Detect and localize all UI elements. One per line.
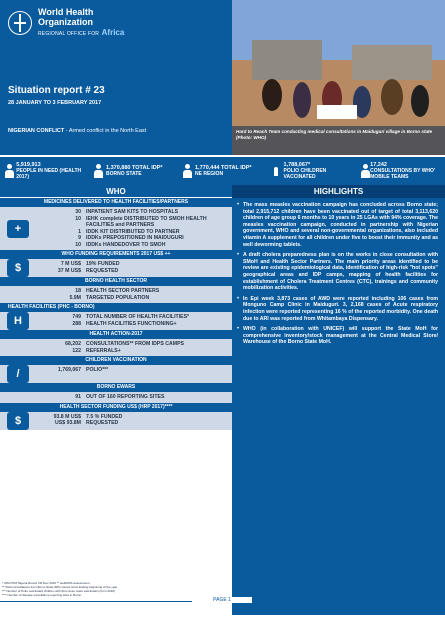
- list-item: 93.8 M US$ 7.5 % FUNDED: [53, 413, 123, 420]
- report-header: [0, 0, 445, 155]
- borno-sector-block: [0, 286, 232, 303]
- who-logo: [8, 8, 124, 38]
- stat-label: PEOPLE IN NEED (HEALTH 2017): [16, 168, 82, 181]
- who-heading: WHO: [0, 185, 232, 198]
- highlights-heading: HIGHLIGHTS: [232, 185, 445, 198]
- bullet-icon: •: [237, 326, 240, 333]
- person-icon: [182, 164, 192, 178]
- highlights-column: [232, 185, 445, 615]
- list-item: 122 REFERRALS+: [72, 347, 121, 354]
- stat-people-in-need: [0, 157, 89, 185]
- org-name-line-1: World Health: [38, 7, 94, 17]
- org-name-line-2: Organization: [38, 17, 94, 27]
- ewars-block: [0, 392, 232, 403]
- hospital-icon: H: [7, 312, 29, 330]
- highlight-item: • A draft cholera preparedness plan is on the works in close consultation with SMoH and Health Sector Partners. The main priority areas identified to be review are existing epidemiological data, identification of high-risk "hot spots" geographical areas and IDP camps, mapping of health facilities for establishment of Cholera Treatment Centres (CTC), trainings and community mobilization activities.: [237, 252, 438, 292]
- report-title: Situation report # 23: [8, 85, 105, 96]
- org-region-small: REGIONAL OFFICE FOR: [38, 31, 100, 37]
- stat-polio: [267, 157, 356, 185]
- footnote: *** Number of Polio vaccinated children with Zero dose mass vaccination (from 2016): [2, 589, 116, 593]
- report-dates: 28 JANUARY TO 3 FEBRUARY 2017: [8, 100, 102, 106]
- footnote: * IOM DTM Nigeria Round XIII Dec 2016 ** HeRAMS Assessment: [2, 581, 90, 585]
- list-item: 68,202 CONSULTATIONS** FROM IDPS CAMPS: [65, 341, 184, 347]
- list-item: 5.9M TARGETED POPULATION: [69, 294, 150, 301]
- funding-block: [0, 259, 232, 277]
- money-bag-icon: $: [7, 259, 29, 277]
- person-icon: [93, 164, 103, 178]
- syringe-icon: /: [7, 365, 29, 383]
- org-region: Africa: [101, 28, 125, 37]
- stats-bar: [0, 155, 445, 185]
- list-item: 288 HEALTH FACILITIES FUNCTIONING+: [72, 320, 177, 327]
- page-footer: [0, 597, 445, 633]
- facilities-heading: HEALTH FACILITIES (PHC - BORNO): [0, 303, 232, 312]
- stat-consultations: [356, 157, 445, 185]
- stat-value: 1,788,067*: [283, 161, 311, 168]
- vaccination-block: [0, 365, 232, 383]
- highlight-item: • In Epi week 3,873 cases of AWD were reported including 106 cases from Monguno Camp Clinic in Maiduguri. 3, 2,168 cases of Acute respiratory infection were reported representing 16 % of the reported morbidity. One death due to ARI was reported from Whitambaya Dispensary.: [237, 295, 438, 322]
- highlight-item: • The mass measles vaccination campaign has concluded across Borno state; total 2,915,712 children have been vaccinated out of target of total 3,113,620 children of age group 6 months to 10 years in 25 LGAs with 94% coverage. The measles vaccination campaign, conducted in partnership with Nigerian government, WHO and several non-governmental organizations, also included vitamin A supplement for all children under five to boost their immunity and as well deworming tablets.: [237, 202, 438, 248]
- bullet-icon: •: [237, 295, 240, 302]
- person-icon: [4, 164, 13, 178]
- list-item: 18 HEALTH SECTOR PARTNERS: [75, 288, 160, 294]
- conflict-title: [8, 128, 146, 134]
- list-item: 91 OUT OF 160 REPORTING SITES: [75, 394, 165, 400]
- header-banner: [0, 0, 232, 155]
- medicines-block: [0, 207, 232, 250]
- highlight-item: • WHO (in collaboration with UNICEF) will support the State MoH for comprehensive inventory/stock management at the Central Medical Store/ Warehouse of the Borno State MoH.: [237, 326, 438, 346]
- bullet-icon: •: [237, 252, 240, 259]
- list-item: 1 IDDK KIT DISTRIBUTED TO PARTNER: [78, 228, 180, 235]
- bullet-icon: •: [237, 202, 240, 208]
- person-icon: [360, 164, 367, 178]
- who-column: [0, 185, 232, 615]
- conflict-main: NIGERIAN CONFLICT: [8, 128, 65, 134]
- borno-sector-heading: BORNO HEALTH SECTOR: [0, 277, 232, 286]
- sector-funding-heading: HEALTH SECTOR FUNDING US$ (HRP 2017)****: [0, 403, 232, 412]
- medicines-heading: MEDICINES DELIVERED TO HEALTH FACILITIES/PARTNERS: [0, 198, 232, 207]
- funding-heading: WHO FUNDING REQUIREMENTS 2017 US$ ++: [0, 250, 232, 259]
- list-item: 1,769,067 POLIO***: [57, 367, 109, 373]
- action-heading: HEALTH ACTION-2017: [0, 330, 232, 339]
- sector-funding-block: [0, 412, 232, 430]
- stat-label: BORNO STATE: [106, 171, 142, 178]
- stat-value: 1,370,880 TOTAL IDP*: [106, 164, 163, 171]
- list-item: 30 INPATIENT SAM KITS TO HOSPITALS: [75, 209, 179, 215]
- page-number: PAGE 1: [192, 597, 252, 603]
- list-item: 7 M US$ 19% FUNDED: [60, 261, 120, 267]
- ewars-heading: BORNO EWARS: [0, 383, 232, 392]
- list-item: 10 IEHK complete DISTRIBUTED TO SMOH HEALTH FACILITIES and PARTNERS: [75, 215, 207, 228]
- stat-value: 17,242: [370, 161, 387, 168]
- who-emblem-icon: [8, 11, 32, 35]
- stat-label: POLIO CHILDREN VACCINATED: [283, 168, 327, 181]
- stat-label: NE REGION: [195, 171, 224, 178]
- stat-value: 1,770,444 TOTAL IDP*: [195, 164, 252, 171]
- money-bag-icon: $: [7, 412, 29, 430]
- facilities-block: [0, 312, 232, 330]
- list-item: 10 IDDKs HANDEDOVER TO SMOH: [75, 241, 166, 248]
- list-item: 749 TOTAL NUMBER OF HEALTH FACILITIES*: [72, 314, 190, 320]
- conflict-subtitle: - Armed conflict in the North East: [64, 128, 147, 134]
- stat-label: CONSULTATIONS BY WHO' MOBILE TEAMS: [370, 168, 436, 181]
- action-block: [0, 339, 232, 356]
- list-item: 9 IDDKs PREPOSITIONED IN MAIDUGURI: [78, 235, 184, 241]
- stat-value: 5,919,913: [16, 161, 41, 168]
- stat-idp-ne: [178, 157, 267, 185]
- list-item: US$ 93.8M REQUESTED: [55, 420, 119, 426]
- stat-idp-borno: [89, 157, 178, 185]
- vaccination-heading: CHILDREN VACCINATION: [0, 356, 232, 365]
- syringe-icon: [271, 164, 281, 178]
- footnote: ** Total consultations from Borno State IDPs camps since Ending beginning of the year: [2, 585, 118, 589]
- footnote: **** Number of disease surveillance reporting sites in Borno: [2, 593, 82, 597]
- list-item: 37 M US$ REQUESTED: [57, 267, 119, 274]
- photo-caption: Hard to Reach Team conducting medical consultations in Maiduguri village in Borno state (Photo: WHO): [232, 126, 445, 155]
- footnotes: [2, 581, 230, 597]
- medical-kit-icon: +: [7, 220, 29, 238]
